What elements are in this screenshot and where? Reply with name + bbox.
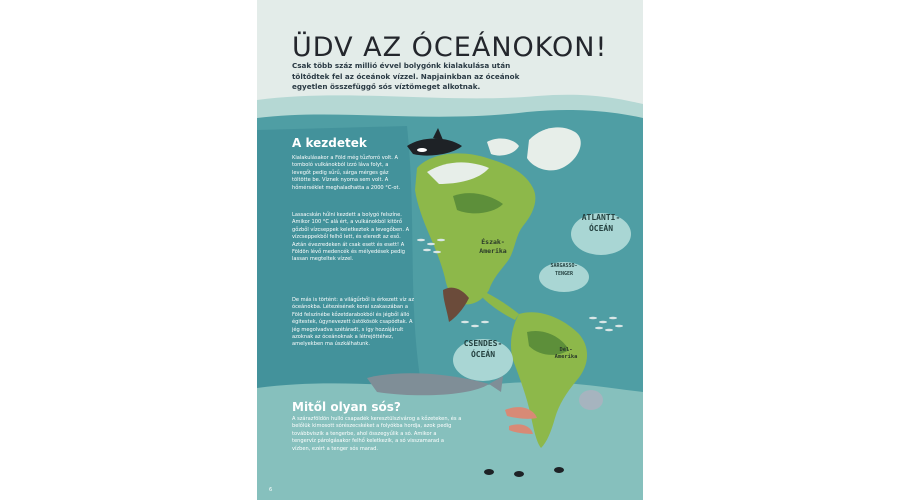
north-america-label-line-1: Észak-: [481, 238, 505, 246]
north-america-label-line-2: Amerika: [479, 247, 507, 255]
south-america-label-line-2: Amerika: [554, 354, 578, 360]
paragraph-salt: A szárazföldön hulló csapadék keresztülszivárog a kőzeteken, és a belőlük kimosott sórészecskéket a folyókba hordja, azok pedig továbbviszik a tengerbe, ahol összegyűlik a só. Amikor a tengervíz párolgásakor felhő keletkezik, a só visszamarad a vízben, ezért a tenger sós marad.: [292, 416, 462, 452]
page-number: 6: [269, 487, 273, 493]
pacific-label-line-1: CSENDES-: [463, 339, 503, 348]
sargasso-label-line-1: SARGASSO-: [550, 263, 578, 269]
intro-text: Csak több száz millió évvel bolygónk kialakulása után töltődtek fel az óceánok vízzel. Napjainkban az óceánok egyetlen összefüggő sós víztömeget alkotnak.: [292, 61, 520, 91]
penguin-icon-3: [554, 467, 564, 473]
sargasso-label-line-2: TENGER: [554, 271, 574, 277]
page-title: ÜDV AZ ÓCEÁNOKON!: [292, 32, 608, 63]
section-heading-beginnings: A kezdetek: [292, 136, 367, 150]
south-america-label-line-1: Dél-: [559, 347, 573, 353]
north-america-label: [463, 238, 523, 256]
book-page: [257, 0, 643, 500]
paragraph-beginnings-3: De más is történt: a világűrből is érkezett víz az óceánokba. Létezésének korai szakaszában a Föld felszínébe kőzetdarabokból és jégből álló égitestek, úgynevezett üstökösök csapódtak. A jég megolvadva szétáradt, s így hozzájárult azoknak az óceánoknak a létrejöttéhez, amelyekben ma úszkálhatunk.: [292, 297, 415, 348]
pacific-label-line-2: ÓCEÁN: [470, 350, 496, 359]
penguin-icon: [484, 469, 494, 475]
paragraph-beginnings-2: Lassacskán hűlni kezdett a bolygó felszíne. Amikor 100 °C alá ért, a vulkánokból kitörő gőzből vízcseppek keletkeztek a levegőben. A vízcseppekből felhő lett, és eleredt az eső. Aztán évezredeken át csak esett és esett! A Földön lévő medencék és mélyedések pedig lassan megteltek vízzel.: [292, 212, 410, 263]
sunfish-icon: [579, 390, 603, 410]
section-heading-salt: Mitől olyan sós?: [292, 400, 401, 414]
atlantic-label-line-2: ÓCEÁN: [588, 224, 614, 233]
paragraph-beginnings-1: Kialakulásakor a Föld még tűzforró volt. A tomboló vulkánokból izzó láva folyt, a levegőt pedig sűrű, sárga mérges gáz töltötte be. Víznek nyoma sem volt. A hőmérséklet meghaladhatta a 2000 °C-ot.: [292, 155, 401, 191]
penguin-icon-2: [514, 471, 524, 477]
orca-patch-icon: [417, 148, 427, 152]
atlantic-ocean-label: [571, 212, 631, 256]
atlantic-label-line-1: ATLANTI-: [581, 213, 621, 222]
sargasso-sea-label: [539, 262, 589, 292]
south-america-label: [544, 347, 588, 361]
pacific-ocean-label: [453, 338, 513, 382]
